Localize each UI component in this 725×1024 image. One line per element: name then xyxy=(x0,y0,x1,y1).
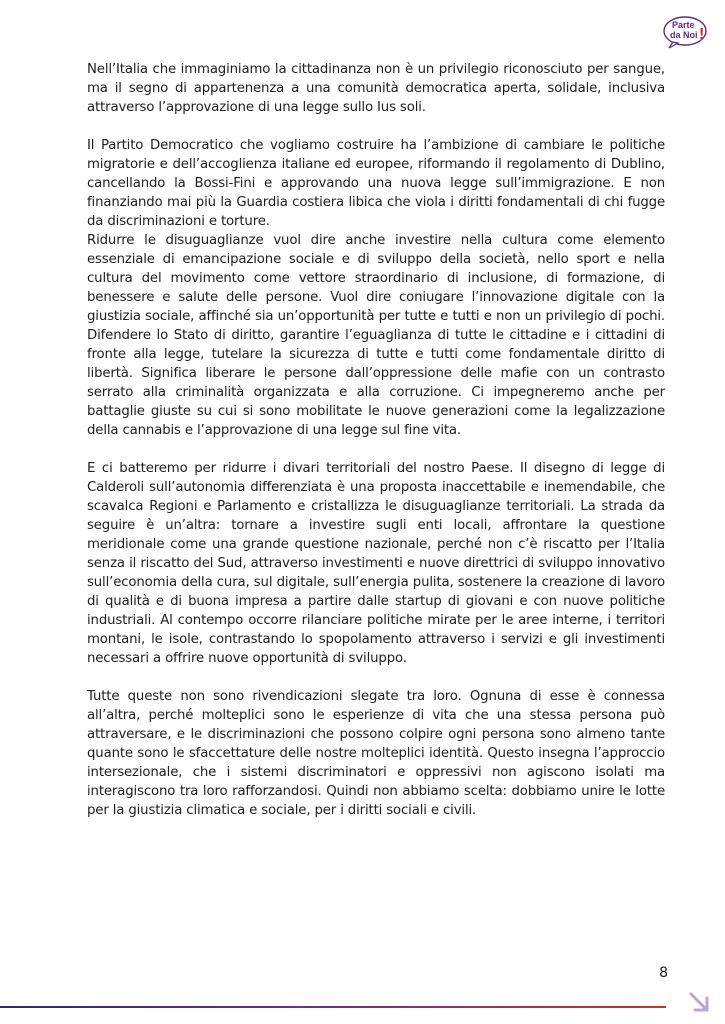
logo xyxy=(663,10,711,50)
paragraph-migration-policy: Il Partito Democratico che vogliamo costruire ha l’ambizione di cambiare le politiche migratorie e dell’accoglienza italiane ed europee, riformando il regolamento di Dublino, cancellando la Bossi-Fini e approvando una nuova legge sull’immigrazione. E non finanziando mai più la Guardia costiera libica che viola i diritti fondamentali di chi fugge da discriminazioni e torture. xyxy=(87,138,665,229)
page-number: 8 xyxy=(659,965,668,981)
paragraph-territorial-gaps: E ci batteremo per ridurre i divari territoriali del nostro Paese. Il disegno di legge di Calderoli sull’autonomia differenziata è una proposta inaccettabile e inemendabile, che scavalca Regioni e Parlamento e cristallizza le disuguaglianze territoriali. La strada da seguire è un’altra: tornare a investire sugli enti locali, affrontare la questione meridionale come una grande questione nazionale, perché non c’è riscatto per l’Italia senza il riscatto del Sud, attraverso investimenti e nuove direttrici di sviluppo innovativo sull’economia della cura, sul digitale, sull’energia pulita, sostenere la creazione di lavoro di qualità e di buona impresa a partire dalle startup di giovani e con nuove politiche industriali. Al contempo occorre rilanciare politiche mirate per le aree interne, i territori montani, le isole, contrastando lo spopolamento attraverso i servizi e gli investimenti necessari a offrire nuove opportunità di sviluppo. xyxy=(87,461,665,666)
paragraph-intersectionality: Tutte queste non sono rivendicazioni slegate tra loro. Ognuna di esse è connessa all’altra, perché molteplici sono le esperienze di vita che una stessa persona può attraversare, e le discriminazioni che possono colpire ogni persona sono almeno tante quante sono le sfaccettature delle nostre molteplici identità. Questo insegna l’approccio intersezionale, che i sistemi discriminatori e oppressivi non agiscono isolati ma interagiscono tra loro rafforzandosi. Quindi non abbiamo scelta: dobbiamo unire le lotte per la giustizia climatica e sociale, per i diritti sociali e civili. xyxy=(87,689,665,818)
paragraph-inequalities: Ridurre le disuguaglianze vuol dire anche investire nella cultura come elemento essenziale di emancipazione sociale e di sviluppo della società, nello sport e nella cultura del movimento come vettore straordinario di inclusione, di formazione, di benessere e salute delle persone. Vuol dire coniugare l’innovazione digitale con la giustizia sociale, affinché sia un’opportunità per tutte e tutti e non un privilegio di pochi. Difendere lo Stato di diritto, garantire l’eguaglianza di tutte le cittadine e i cittadini di fronte alla legge, tutelare la sicurezza di tutte e tutti come fondamentale diritto di libertà. Significa liberare le persone dall’oppressione delle mafie con un contrasto serrato alla criminalità organizzata e alla corruzione. Ci impegneremo anche per battaglie giuste su cui si sono mobilitate le nuove generazioni come la legalizzazione della cannabis e l’approvazione di una legge sul fine vita. xyxy=(87,233,665,438)
logo-text-line1: Parte xyxy=(672,20,695,30)
main-text xyxy=(87,60,665,820)
logo-exclamation: ! xyxy=(699,26,705,43)
logo-text-line2: da Noi xyxy=(670,30,698,40)
diagonal-arrow-icon xyxy=(685,988,713,1016)
paragraph-ius-soli: Nell’Italia che immaginiamo la cittadinanza non è un privilegio riconosciuto per sangue, ma il segno di appartenenza a una comunità democratica aperta, solidale, inclusiva attraverso l’approvazione di una legge sullo Ius soli. xyxy=(87,62,665,115)
footer-divider xyxy=(0,1006,666,1008)
